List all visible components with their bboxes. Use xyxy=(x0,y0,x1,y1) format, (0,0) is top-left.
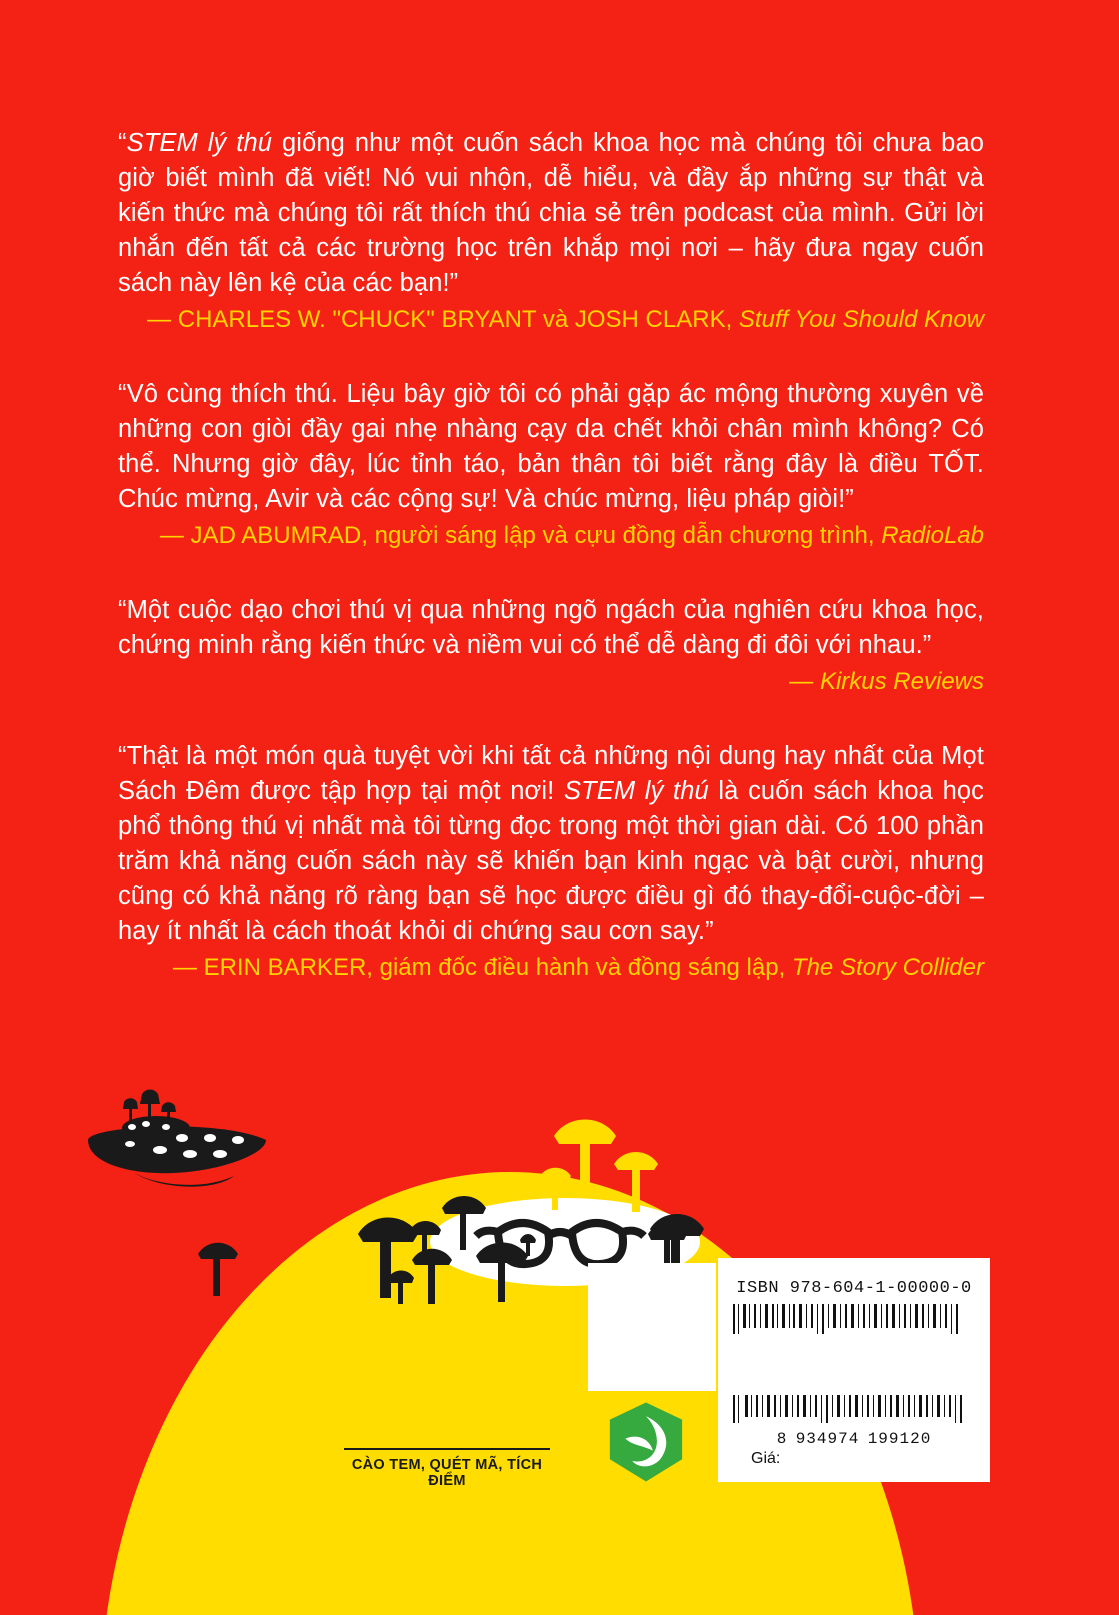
scratch-label: CÀO TEM, QUÉT MÃ, TÍCH ĐIỂM xyxy=(351,1457,543,1489)
blurb-3 xyxy=(118,593,984,699)
blurb-3-text xyxy=(118,593,984,663)
isbn-number: ISBN 978-604-1-00000-0 xyxy=(736,1279,972,1298)
blurb-1-openquote: “ xyxy=(118,129,127,157)
blurb-4 xyxy=(118,739,984,985)
blurb-1-attribution-source: Stuff You Should Know xyxy=(738,306,984,333)
isbn-barcode-lines xyxy=(729,1304,979,1338)
blurb-1-attribution xyxy=(118,303,984,337)
blurb-2-attribution xyxy=(118,519,984,553)
blurb-1-body: giống như một cuốn sách khoa học mà chúng tôi chưa bao giờ biết mình đã viết! Nó vui nhộn, dễ hiểu, và đầy ắp những sự thật và kiến thức mà chúng tôi rất thích thú chia sẻ trên podcast của mình. Gửi lời nhắn đến tất cả các trường học trên khắp mọi nơi – hãy đưa ngay cuốn sách này lên kệ của các bạn!” xyxy=(118,129,985,297)
blurb-4-title: STEM lý thú xyxy=(563,777,709,805)
blurb-1-attribution-name: — CHARLES W. "CHUCK" BRYANT và JOSH CLARK, xyxy=(147,306,739,333)
mushroom-dark-cluster-icon xyxy=(352,1200,462,1320)
blurb-3-attribution xyxy=(118,665,984,699)
eco-leaf-icon xyxy=(603,1399,689,1485)
blurbs-section xyxy=(118,126,984,1025)
blurb-2-body: Vô cùng thích thú. Liệu bây giờ tôi có phải gặp ác mộng thường xuyên về những con giòi đầy gai nhẹ nhàng cạy da chết khỏi chân mình không? Có thể. Nhưng giờ đây, lúc tỉnh táo, bản thân tôi biết rằng đây là điều TỐT. Chúc mừng, Avir và các cộng sự! Và chúc mừng, liệu pháp giòi!” xyxy=(118,380,984,513)
blurb-4-openquote: “ xyxy=(118,742,127,770)
blurb-3-attribution-name: — xyxy=(789,668,820,695)
blurb-1-title: STEM lý thú xyxy=(126,129,273,157)
blurb-4-text xyxy=(118,739,984,949)
blurb-2 xyxy=(118,377,984,553)
mushroom-tiny-icon xyxy=(190,1228,280,1318)
qr-placeholder-box xyxy=(588,1263,716,1391)
blurb-4-body: Thật là một món quà tuyệt vời khi tất cả những nội dung hay nhất của Mọt Sách Đêm được tập hợp tại một nơi! xyxy=(118,742,984,805)
blurb-4-attribution xyxy=(118,951,984,985)
blurb-4-attribution-source: The Story Collider xyxy=(791,954,984,981)
isbn-barcode-block xyxy=(718,1258,990,1482)
blurb-1-text xyxy=(118,126,984,301)
blurb-2-attribution-name: — JAD ABUMRAD, người sáng lập và cựu đồng dẫn chương trình, xyxy=(159,522,882,549)
blurb-4-body-tail: là cuốn sách khoa học phổ thông thú vị nhất mà tôi từng đọc trong một thời gian dài. Có 100 phần trăm khả năng cuốn sách này sẽ khiến bạn kinh ngạc và bật cười, nhưng cũng có khả năng rõ ràng bạn sẽ học được điều gì đó thay-đổi-cuộc-đời – hay ít nhất là cách thoát khỏi di chứng sau cơn say.” xyxy=(118,777,984,945)
ean-barcode-lines xyxy=(729,1395,979,1425)
blurb-2-openquote: “ xyxy=(118,380,127,408)
blurb-1 xyxy=(118,126,984,337)
scratch-divider xyxy=(344,1448,550,1450)
blurb-2-attribution-source: RadioLab xyxy=(881,522,984,549)
blurb-3-openquote: “ xyxy=(118,596,127,624)
ufo-icon xyxy=(70,1078,300,1198)
blurb-2-text xyxy=(118,377,984,517)
blurb-3-attribution-source: Kirkus Reviews xyxy=(819,668,984,695)
ean-number: 8 934974 199120 xyxy=(776,1430,932,1448)
price-label: Giá: xyxy=(751,1450,781,1467)
blurb-4-attribution-name: — ERIN BARKER, giám đốc điều hành và đồng sáng lập, xyxy=(172,954,792,981)
blurb-3-body: Một cuộc dạo chơi thú vị qua những ngõ ngách của nghiên cứu khoa học, chứng minh rằng kiến thức và niềm vui có thể dễ dàng đi đôi với nhau.” xyxy=(118,596,984,659)
scratch-stamp-note xyxy=(344,1448,550,1489)
